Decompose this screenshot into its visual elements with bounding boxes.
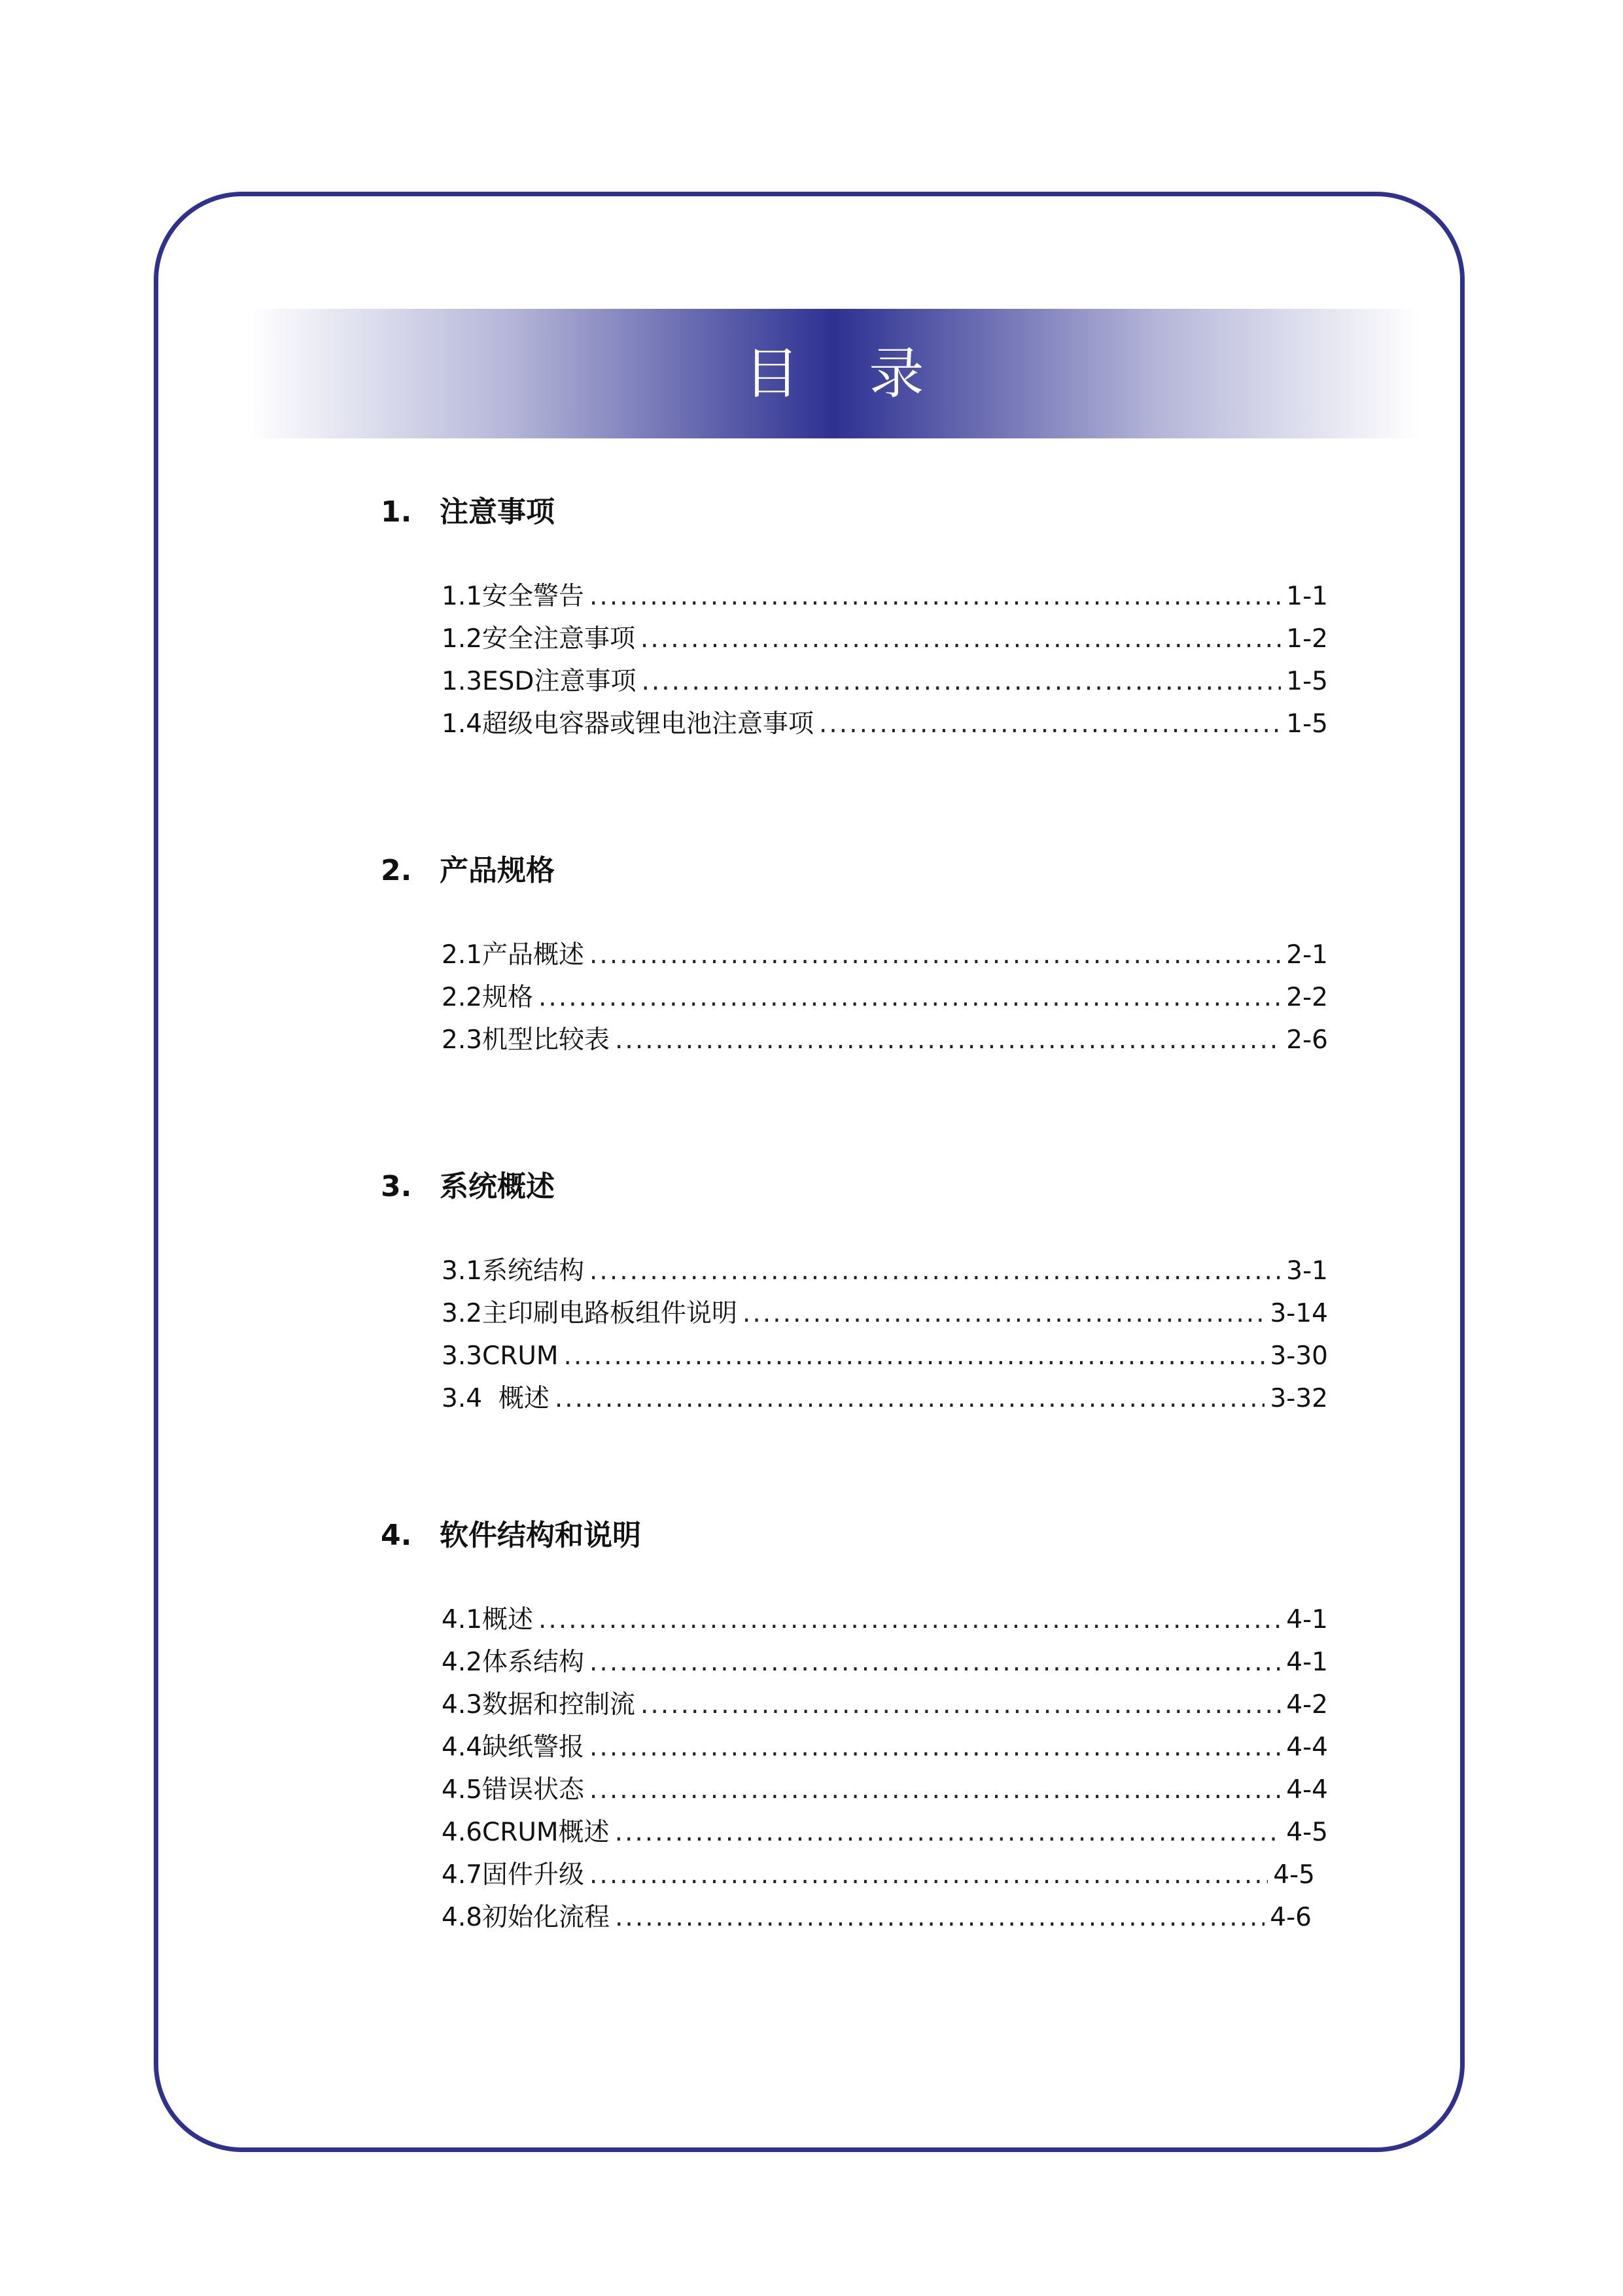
dot-leader	[589, 1728, 1281, 1767]
toc-label: 4.3数据和控制流	[442, 1690, 636, 1720]
toc-entry-3-3[interactable]	[442, 1337, 1328, 1376]
toc-entry-4-8[interactable]	[442, 1898, 1312, 1937]
toc-entry-3-2[interactable]	[442, 1294, 1328, 1333]
toc-label: 4.1概述	[442, 1605, 534, 1634]
toc-page-number: 4-5	[1286, 1818, 1328, 1847]
toc-entry-4-4[interactable]	[442, 1728, 1328, 1767]
toc-page-number: 4-5	[1273, 1860, 1315, 1890]
toc-page-number: 3-1	[1286, 1256, 1328, 1286]
toc-label: 3.3CRUM	[442, 1341, 559, 1371]
toc-label: 3.4 概述	[442, 1384, 550, 1413]
toc-entry-4-6[interactable]	[442, 1813, 1328, 1852]
dot-leader	[589, 1643, 1281, 1682]
toc-page-number: 3-14	[1270, 1299, 1328, 1328]
toc-label: 2.1产品概述	[442, 940, 585, 970]
dot-leader	[538, 1600, 1281, 1640]
toc-page-number: 1-2	[1286, 624, 1328, 654]
title-band	[249, 309, 1420, 438]
toc-label: 4.2体系结构	[442, 1648, 585, 1677]
section-heading-1[interactable]	[381, 489, 555, 535]
dot-leader	[640, 1686, 1281, 1725]
toc-entry-2-1[interactable]	[442, 936, 1328, 975]
toc-page-number: 4-1	[1286, 1605, 1328, 1634]
toc-entry-4-2[interactable]	[442, 1643, 1328, 1682]
toc-entry-1-3[interactable]	[442, 662, 1328, 701]
toc-entry-4-1[interactable]	[442, 1600, 1328, 1640]
toc-label: 1.3ESD注意事项	[442, 667, 637, 696]
section-title: 注意事项	[440, 495, 555, 529]
dot-leader	[640, 620, 1281, 659]
dot-leader	[742, 1294, 1265, 1333]
toc-label: 4.5错误状态	[442, 1775, 585, 1805]
toc-entry-2-3[interactable]	[442, 1021, 1328, 1060]
toc-page-number: 2-1	[1286, 940, 1328, 970]
toc-page-number: 1-5	[1286, 709, 1328, 739]
dot-leader	[819, 705, 1281, 744]
toc-page-number: 4-4	[1286, 1733, 1328, 1762]
dot-leader	[538, 978, 1281, 1017]
toc-label: 3.1系统结构	[442, 1256, 585, 1286]
section-title: 系统概述	[440, 1170, 555, 1203]
toc-entry-3-1[interactable]	[442, 1252, 1328, 1291]
section-heading-2[interactable]	[381, 848, 555, 894]
dot-leader	[615, 1021, 1281, 1060]
dot-leader	[589, 1252, 1281, 1291]
toc-entry-1-4[interactable]	[442, 705, 1328, 744]
toc-page-number: 1-1	[1286, 582, 1328, 611]
toc-label: 4.4缺纸警报	[442, 1733, 585, 1762]
toc-label: 4.6CRUM概述	[442, 1818, 610, 1847]
dot-leader	[615, 1898, 1265, 1937]
toc-page-number: 1-5	[1286, 667, 1328, 696]
section-number: 4.	[381, 1519, 412, 1552]
toc-label: 3.2主印刷电路板组件说明	[442, 1299, 738, 1328]
toc-label: 2.2规格	[442, 983, 534, 1012]
toc-label: 1.1安全警告	[442, 582, 585, 611]
toc-page-number: 2-2	[1286, 983, 1328, 1012]
dot-leader	[555, 1379, 1265, 1419]
dot-leader	[564, 1337, 1265, 1376]
dot-leader	[641, 662, 1281, 701]
toc-page-number: 4-6	[1270, 1903, 1312, 1932]
page-title: 目 录	[744, 342, 951, 406]
toc-entry-1-2[interactable]	[442, 620, 1328, 659]
toc-label: 1.4超级电容器或锂电池注意事项	[442, 709, 814, 739]
section-title: 产品规格	[440, 854, 555, 887]
toc-page-number: 4-2	[1286, 1690, 1328, 1720]
section-heading-4[interactable]	[381, 1513, 641, 1559]
toc-page-number: 2-6	[1286, 1025, 1328, 1055]
dot-leader	[589, 936, 1281, 975]
toc-entry-4-3[interactable]	[442, 1686, 1328, 1725]
toc-entry-4-5[interactable]	[442, 1771, 1328, 1810]
dot-leader	[589, 1856, 1268, 1895]
toc-entry-4-7[interactable]	[442, 1856, 1315, 1895]
toc-page-number: 4-4	[1286, 1775, 1328, 1805]
toc-page-number: 4-1	[1286, 1648, 1328, 1677]
toc-label: 1.2安全注意事项	[442, 624, 636, 654]
section-number: 1.	[381, 495, 412, 529]
toc-page-number: 3-32	[1270, 1384, 1328, 1413]
toc-entry-2-2[interactable]	[442, 978, 1328, 1017]
toc-entry-3-4[interactable]	[442, 1379, 1328, 1419]
toc-label: 4.7固件升级	[442, 1860, 585, 1890]
section-number: 2.	[381, 854, 412, 887]
dot-leader	[589, 1771, 1281, 1810]
toc-page-number: 3-30	[1270, 1341, 1328, 1371]
section-number: 3.	[381, 1170, 412, 1203]
dot-leader	[589, 577, 1281, 616]
section-heading-3[interactable]	[381, 1164, 555, 1210]
toc-entry-1-1[interactable]	[442, 577, 1328, 616]
dot-leader	[615, 1813, 1282, 1852]
toc-label: 4.8初始化流程	[442, 1903, 610, 1932]
toc-label: 2.3机型比较表	[442, 1025, 610, 1055]
section-title: 软件结构和说明	[440, 1519, 641, 1552]
